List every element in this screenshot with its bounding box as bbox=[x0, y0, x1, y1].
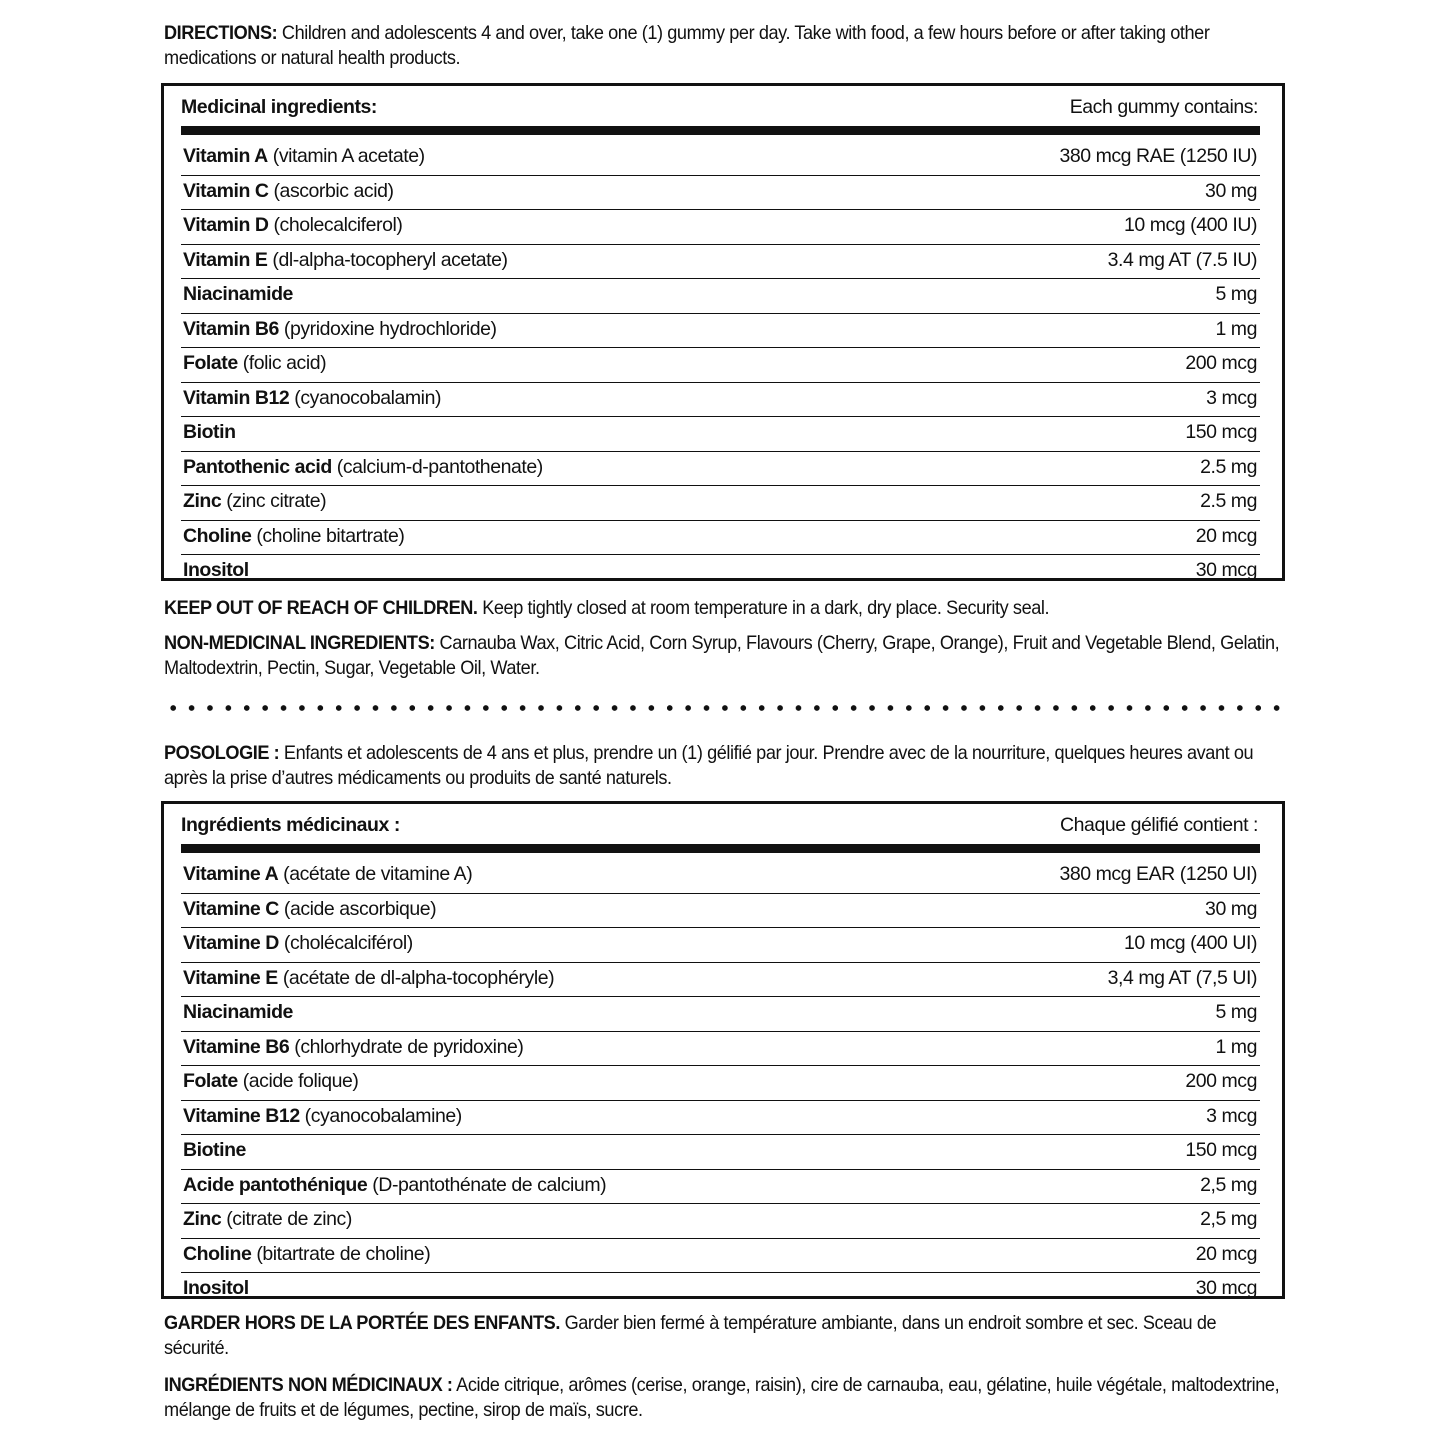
ingredient-label: Pantothenic acid bbox=[183, 455, 332, 478]
ingredient-source: (cholecalciferol) bbox=[268, 214, 403, 236]
ingredient-label: Vitamine D bbox=[183, 932, 279, 954]
table-header-left-en: Medicinal ingredients: bbox=[181, 96, 377, 118]
table-row bbox=[181, 1066, 1260, 1101]
ingredient-label: Vitamine B12 bbox=[183, 1104, 300, 1127]
ingredient-amount: 1 mg bbox=[1215, 317, 1257, 340]
table-row bbox=[181, 859, 1260, 894]
table-row bbox=[181, 963, 1260, 998]
keep-out-fr bbox=[164, 1311, 1284, 1361]
ingredient-label: Biotine bbox=[183, 1139, 246, 1161]
table-header-fr bbox=[181, 814, 1258, 840]
ingredient-name bbox=[183, 559, 249, 582]
ingredient-amount: 30 mg bbox=[1205, 179, 1257, 202]
table-row bbox=[181, 1204, 1260, 1239]
ingredient-label: Acide pantothénique bbox=[183, 1173, 368, 1196]
ingredient-amount: 1 mg bbox=[1215, 1035, 1257, 1058]
ingredient-amount: 5 mg bbox=[1215, 283, 1257, 305]
ingredient-label: Inositol bbox=[183, 1277, 249, 1299]
table-row bbox=[181, 555, 1260, 589]
table-row bbox=[181, 1273, 1260, 1307]
table-row bbox=[181, 1032, 1260, 1067]
ingredient-name bbox=[183, 1174, 606, 1197]
table-row bbox=[181, 279, 1260, 314]
non-medicinal-en bbox=[164, 631, 1284, 681]
ingredient-amount: 20 mcg bbox=[1195, 524, 1257, 547]
ingredient-source: (pyridoxine hydrochloride) bbox=[278, 317, 497, 340]
directions-fr-text: Enfants et adolescents de 4 ans et plus, prendre un (1) gélifié par jour. Prendre avec de la nourriture, quelques heures avant ou après la prise d’autres médicaments ou produits de santé naturels. bbox=[164, 742, 1254, 789]
ingredient-amount: 10 mcg (400 IU) bbox=[1123, 214, 1257, 236]
non-medicinal-fr bbox=[164, 1373, 1284, 1423]
table-header-en bbox=[181, 96, 1258, 122]
ingredient-source: (cyanocobalamin) bbox=[289, 386, 442, 409]
ingredient-label: Vitamin C bbox=[183, 179, 269, 202]
ingredient-source: (cholécalciférol) bbox=[278, 932, 413, 954]
table-rows-fr bbox=[181, 859, 1260, 1307]
non-medicinal-fr-text: Acide citrique, arômes (cerise, orange, raisin), cire de carnauba, eau, gélatine, huile végétale, maltodextrine, mélange de fruits et de légumes, pectine, sirop de maïs, sucre. bbox=[164, 1374, 1280, 1421]
table-rows-en bbox=[181, 141, 1260, 589]
table-row bbox=[181, 997, 1260, 1032]
table-row bbox=[181, 383, 1260, 418]
table-row bbox=[181, 314, 1260, 349]
ingredient-amount: 3 mcg bbox=[1206, 1104, 1257, 1127]
ingredient-name bbox=[183, 145, 425, 168]
ingredient-source: (chlorhydrate de pyridoxine) bbox=[289, 1035, 524, 1058]
ingredient-source: (calcium-d-pantothenate) bbox=[331, 455, 543, 478]
directions-en bbox=[164, 21, 1284, 71]
ingredient-name bbox=[183, 1036, 523, 1059]
header-rule-fr bbox=[181, 844, 1260, 853]
ingredient-amount: 3,4 mg AT (7,5 UI) bbox=[1107, 966, 1257, 989]
ingredient-name bbox=[183, 1001, 293, 1024]
ingredient-amount: 380 mcg EAR (1250 UI) bbox=[1059, 863, 1257, 885]
keep-out-en-label: KEEP OUT OF REACH OF CHILDREN. bbox=[164, 597, 478, 619]
ingredient-source: (D-pantothénate de calcium) bbox=[367, 1173, 607, 1196]
ingredient-name bbox=[183, 490, 326, 513]
ingredient-name bbox=[183, 456, 543, 479]
keep-out-en bbox=[164, 596, 1284, 621]
ingredient-source: (zinc citrate) bbox=[221, 490, 327, 512]
ingredient-label: Vitamine B6 bbox=[183, 1035, 290, 1058]
ingredient-name bbox=[183, 421, 236, 444]
ingredient-amount: 200 mcg bbox=[1185, 1070, 1257, 1092]
non-medicinal-fr-label: INGRÉDIENTS NON MÉDICINAUX : bbox=[164, 1374, 453, 1396]
ingredient-label: Vitamin E bbox=[183, 248, 268, 271]
ingredient-amount: 380 mcg RAE (1250 IU) bbox=[1059, 145, 1257, 167]
table-row bbox=[181, 245, 1260, 280]
ingredient-source: (cyanocobalamine) bbox=[299, 1104, 462, 1127]
keep-out-en-text: Keep tightly closed at room temperature in a dark, dry place. Security seal. bbox=[477, 597, 1050, 619]
ingredient-source: (acide ascorbique) bbox=[278, 897, 437, 920]
table-row bbox=[181, 176, 1260, 211]
ingredient-amount: 20 mcg bbox=[1195, 1242, 1257, 1265]
ingredient-name bbox=[183, 180, 394, 203]
table-row bbox=[181, 1239, 1260, 1274]
ingredient-label: Biotin bbox=[183, 421, 236, 443]
ingredient-name bbox=[183, 1277, 249, 1300]
ingredient-name bbox=[183, 967, 554, 990]
table-row bbox=[181, 210, 1260, 245]
keep-out-fr-label: GARDER HORS DE LA PORTÉE DES ENFANTS. bbox=[164, 1312, 560, 1334]
ingredient-label: Zinc bbox=[183, 1208, 222, 1230]
ingredient-label: Vitamine C bbox=[183, 897, 279, 920]
ingredient-source: (ascorbic acid) bbox=[268, 179, 394, 202]
table-row bbox=[181, 1135, 1260, 1170]
table-row bbox=[181, 928, 1260, 963]
ingredient-amount: 2,5 mg bbox=[1200, 1208, 1257, 1230]
ingredient-amount: 3 mcg bbox=[1206, 386, 1257, 409]
ingredient-label: Folate bbox=[183, 1070, 238, 1092]
ingredient-name bbox=[183, 352, 326, 375]
ingredient-name bbox=[183, 318, 497, 341]
ingredient-label: Vitamin D bbox=[183, 214, 269, 236]
ingredient-label: Zinc bbox=[183, 490, 222, 512]
non-medicinal-en-text: Carnauba Wax, Citric Acid, Corn Syrup, Flavours (Cherry, Grape, Orange), Fruit and Vegetable Blend, Gelatin, Maltodextrin, Pectin, Sugar, Vegetable Oil, Water. bbox=[164, 632, 1280, 679]
ingredient-name bbox=[183, 1243, 430, 1266]
ingredients-table-en bbox=[161, 83, 1285, 581]
ingredient-amount: 2.5 mg bbox=[1200, 490, 1257, 512]
ingredient-name bbox=[183, 1139, 246, 1162]
keep-out-fr-text: Garder bien fermé à température ambiante, dans un endroit sombre et sec. Sceau de sécurité. bbox=[164, 1312, 1217, 1359]
ingredient-amount: 5 mg bbox=[1215, 1001, 1257, 1023]
ingredient-source: (acétate de vitamine A) bbox=[278, 863, 473, 885]
ingredient-label: Niacinamide bbox=[183, 1001, 293, 1023]
ingredient-name bbox=[183, 1105, 462, 1128]
ingredient-label: Vitamine E bbox=[183, 966, 278, 989]
non-medicinal-en-label: NON-MEDICINAL INGREDIENTS: bbox=[164, 632, 435, 654]
ingredient-source: (folic acid) bbox=[237, 352, 327, 374]
table-row bbox=[181, 486, 1260, 521]
table-row bbox=[181, 452, 1260, 487]
ingredient-name bbox=[183, 1208, 352, 1231]
ingredient-source: (vitamin A acetate) bbox=[267, 145, 425, 167]
table-row bbox=[181, 141, 1260, 176]
table-row bbox=[181, 1170, 1260, 1205]
table-row bbox=[181, 521, 1260, 556]
ingredients-table-fr bbox=[161, 801, 1285, 1299]
ingredient-name bbox=[183, 387, 441, 410]
directions-fr bbox=[164, 741, 1284, 791]
ingredient-name bbox=[183, 214, 402, 237]
ingredient-source: (choline bitartrate) bbox=[251, 524, 405, 547]
table-row bbox=[181, 894, 1260, 929]
ingredient-amount: 10 mcg (400 UI) bbox=[1123, 932, 1257, 954]
ingredient-label: Folate bbox=[183, 352, 238, 374]
ingredient-amount: 150 mcg bbox=[1185, 1139, 1257, 1161]
ingredient-label: Vitamin B6 bbox=[183, 317, 279, 340]
directions-en-label: DIRECTIONS: bbox=[164, 22, 278, 44]
ingredient-label: Choline bbox=[183, 1242, 252, 1265]
ingredient-amount: 200 mcg bbox=[1185, 352, 1257, 374]
ingredient-amount: 150 mcg bbox=[1185, 421, 1257, 443]
header-rule-en bbox=[181, 126, 1260, 135]
table-row bbox=[181, 417, 1260, 452]
ingredient-name bbox=[183, 932, 413, 955]
ingredient-name bbox=[183, 1070, 358, 1093]
ingredient-name bbox=[183, 898, 436, 921]
ingredient-source: (acide folique) bbox=[237, 1070, 359, 1092]
ingredient-source: (bitartrate de choline) bbox=[251, 1242, 431, 1265]
ingredient-source: (citrate de zinc) bbox=[221, 1208, 352, 1230]
ingredient-name bbox=[183, 863, 472, 886]
ingredient-label: Choline bbox=[183, 524, 252, 547]
directions-en-text: Children and adolescents 4 and over, take one (1) gummy per day. Take with food, a few hours before or after taking other medications or natural health products. bbox=[164, 22, 1210, 69]
ingredient-label: Vitamine A bbox=[183, 863, 279, 885]
table-header-right-en: Each gummy contains: bbox=[1069, 96, 1258, 118]
table-header-left-fr: Ingrédients médicinaux : bbox=[181, 814, 400, 836]
ingredient-label: Vitamin B12 bbox=[183, 386, 290, 409]
ingredient-name bbox=[183, 283, 293, 306]
ingredient-amount: 30 mcg bbox=[1195, 1277, 1257, 1299]
ingredient-source: (acétate de dl-alpha-tocophéryle) bbox=[277, 966, 555, 989]
ingredient-amount: 2,5 mg bbox=[1200, 1173, 1257, 1196]
table-header-right-fr: Chaque gélifié contient : bbox=[1060, 814, 1258, 836]
ingredient-amount: 3.4 mg AT (7.5 IU) bbox=[1107, 248, 1257, 271]
ingredient-amount: 30 mg bbox=[1205, 897, 1257, 920]
ingredient-label: Vitamin A bbox=[183, 145, 268, 167]
ingredient-amount: 30 mcg bbox=[1195, 559, 1257, 581]
ingredient-name bbox=[183, 249, 508, 272]
ingredient-source: (dl-alpha-tocopheryl acetate) bbox=[267, 248, 508, 271]
directions-fr-label: POSOLOGIE : bbox=[164, 742, 280, 764]
table-row bbox=[181, 348, 1260, 383]
table-row bbox=[181, 1101, 1260, 1136]
ingredient-name bbox=[183, 525, 404, 548]
ingredient-label: Niacinamide bbox=[183, 283, 293, 305]
dotted-divider bbox=[164, 703, 1286, 713]
ingredient-label: Inositol bbox=[183, 559, 249, 581]
ingredient-amount: 2.5 mg bbox=[1200, 455, 1257, 478]
